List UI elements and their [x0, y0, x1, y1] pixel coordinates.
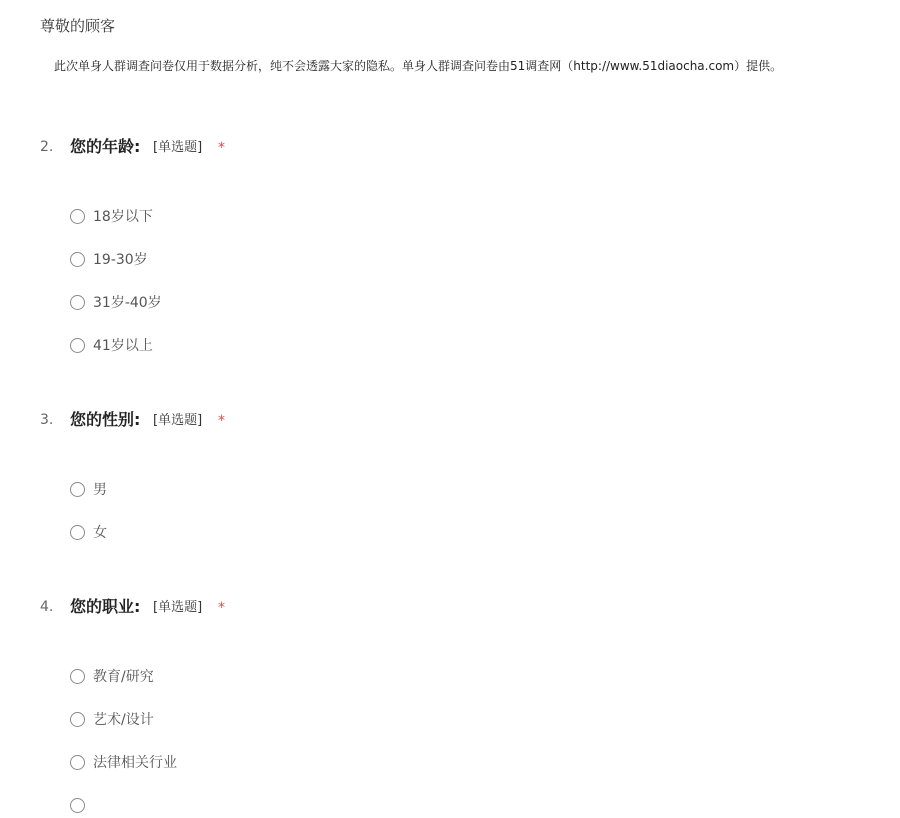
radio-button[interactable]	[70, 712, 85, 727]
option-label: 女	[93, 525, 107, 541]
radio-button[interactable]	[70, 252, 85, 267]
question-number: 4.	[40, 599, 54, 615]
radio-button[interactable]	[70, 669, 85, 684]
greeting-title: 尊敬的顾客	[40, 17, 116, 35]
radio-button[interactable]	[70, 482, 85, 497]
question-type: [单选题]	[153, 413, 203, 428]
option-gender-female[interactable]	[70, 523, 370, 545]
radio-button[interactable]	[70, 525, 85, 540]
radio-button[interactable]	[70, 755, 85, 770]
option-label: 教育/研究	[93, 669, 154, 685]
radio-button[interactable]	[70, 798, 85, 813]
option-label: 41岁以上	[93, 338, 153, 354]
option-label: 19-30岁	[93, 252, 148, 268]
option-age-over-41[interactable]	[70, 336, 370, 358]
radio-button[interactable]	[70, 209, 85, 224]
question-title: 您的年龄:	[70, 137, 141, 156]
radio-button[interactable]	[70, 338, 85, 353]
radio-button[interactable]	[70, 295, 85, 310]
question-number: 3.	[40, 412, 54, 428]
required-marker: *	[218, 600, 225, 616]
required-marker: *	[218, 140, 225, 156]
option-occupation-next[interactable]	[70, 796, 370, 818]
question-header	[0, 135, 900, 159]
required-marker: *	[218, 413, 225, 429]
question-title: 您的性别:	[70, 410, 141, 429]
option-label: 31岁-40岁	[93, 295, 162, 311]
option-label: 法律相关行业	[93, 755, 177, 771]
option-label: 18岁以下	[93, 209, 153, 225]
survey-intro: 此次单身人群调查问卷仅用于数据分析，纯不会透露大家的隐私。单身人群调查问卷由51调查网（http://www.51diaocha.com）提供。	[54, 59, 783, 73]
question-type: [单选题]	[153, 140, 203, 155]
question-header	[0, 408, 900, 432]
option-label: 男	[93, 482, 107, 498]
option-occupation-education[interactable]	[70, 667, 370, 689]
question-header	[0, 595, 900, 619]
question-title: 您的职业:	[70, 597, 141, 616]
option-gender-male[interactable]	[70, 480, 370, 502]
option-age-under-18[interactable]	[70, 207, 370, 229]
option-label: 艺术/设计	[93, 712, 154, 728]
option-occupation-law[interactable]	[70, 753, 370, 775]
question-number: 2.	[40, 139, 54, 155]
option-age-19-30[interactable]	[70, 250, 370, 272]
option-occupation-art[interactable]	[70, 710, 370, 732]
option-age-31-40[interactable]	[70, 293, 370, 315]
question-type: [单选题]	[153, 600, 203, 615]
